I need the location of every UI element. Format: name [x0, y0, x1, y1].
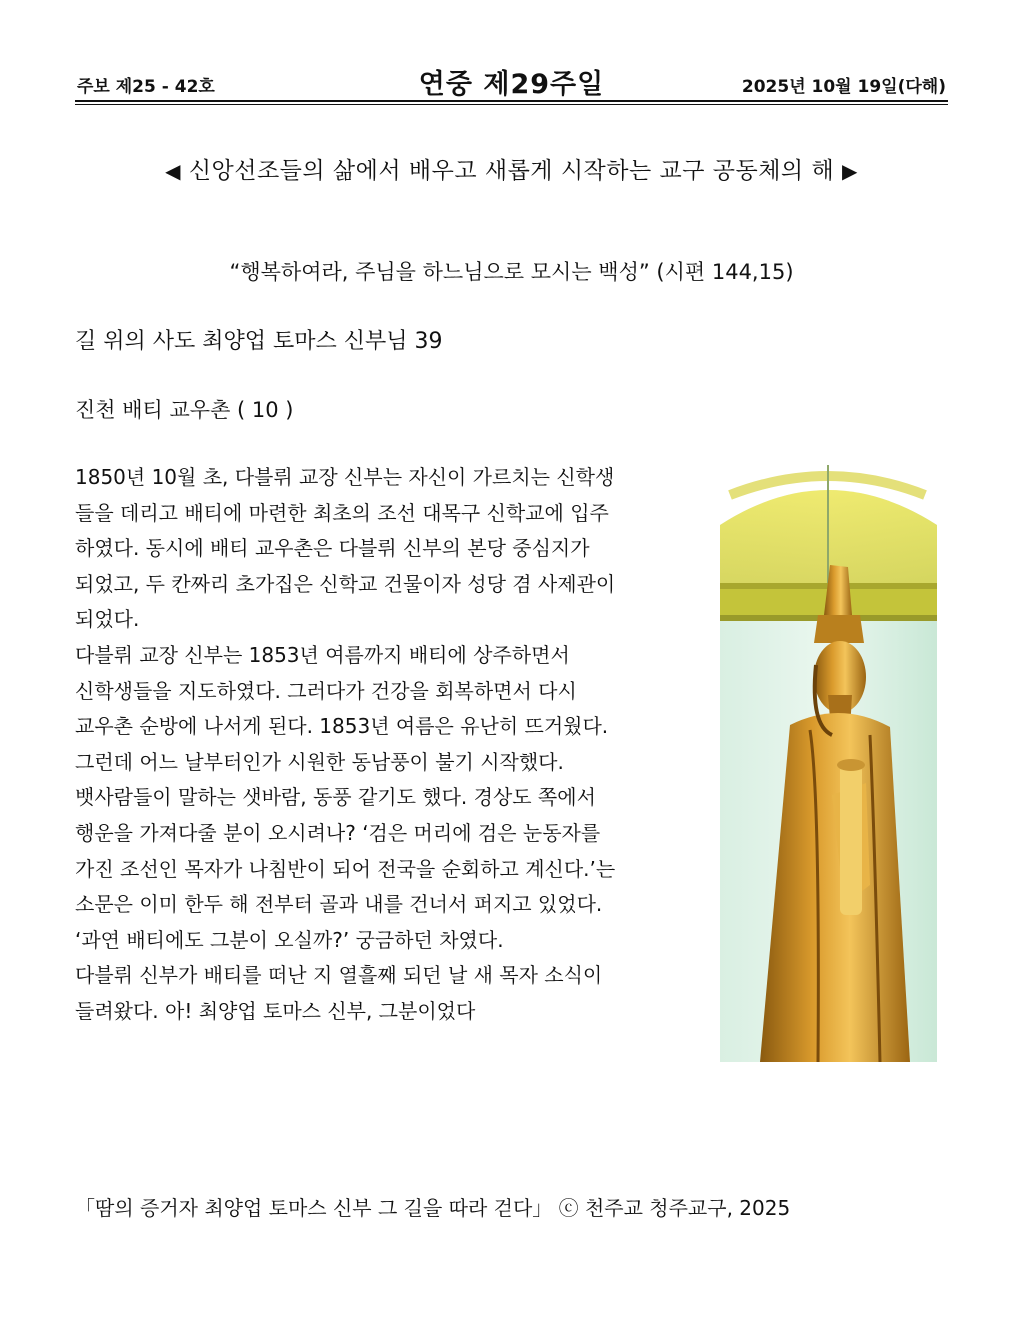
theme-text: 신앙선조들의 삶에서 배우고 새롭게 시작하는 교구 공동체의 해	[188, 158, 835, 184]
header-rule-thin	[75, 104, 948, 105]
article-title: 길 위의 사도 최양업 토마스 신부님 39	[75, 329, 443, 354]
issue-date: 2025년 10월 19일(다해)	[741, 77, 946, 97]
yearly-theme	[75, 152, 948, 185]
body-line: 되었다.	[75, 607, 140, 632]
body-line: 들려왔다. 아! 최양업 토마스 신부, 그분이었다	[75, 998, 476, 1023]
right-triangle-icon: ▶	[841, 159, 858, 183]
body-line: 가진 조선인 목자가 나침반이 되어 전국을 순회하고 계신다.’는	[75, 856, 616, 881]
scripture-verse: “행복하여라, 주님을 하느님으로 모시는 백성” (시편 144,15)	[229, 260, 794, 284]
body-line: 그런데 어느 날부터인가 시원한 동남풍이 불기 시작했다.	[75, 749, 564, 774]
page-title: 연중 제29주일	[418, 69, 605, 100]
body-line: 신학생들을 지도하였다. 그러다가 건강을 회복하면서 다시	[75, 678, 577, 703]
left-triangle-icon: ◀	[165, 159, 181, 183]
body-line: 다블뤼 신부가 배티를 떠난 지 열흘째 되던 날 새 목자 소식이	[75, 963, 603, 988]
body-line: 1850년 10월 초, 다블뤼 교장 신부는 자신이 가르치는 신학생	[75, 465, 615, 489]
body-line: 행운을 가져다줄 분이 오시려나? ‘검은 머리에 검은 눈동자를	[75, 820, 601, 845]
body-line: ‘과연 배티에도 그분이 오실까?’ 궁금하던 차였다.	[75, 927, 504, 952]
body-line: 하였다. 동시에 배티 교우촌은 다블뤼 신부의 본당 중심지가	[75, 536, 590, 561]
bulletin-header	[75, 62, 948, 100]
source-footer: 「땀의 증거자 최양업 토마스 신부 그 길을 따라 걷다」 ⓒ 천주교 청주교구, 2025	[75, 1196, 791, 1220]
header-rule-thick	[75, 100, 948, 102]
body-line: 다블뤼 교장 신부는 1853년 여름까지 배티에 상주하면서	[75, 642, 570, 667]
article-subtitle: 진천 배티 교우촌 ( 10 )	[75, 398, 294, 422]
body-line: 되었고, 두 칸짜리 초가집은 신학교 건물이자 성당 겸 사제관이	[75, 571, 616, 596]
statue-photo	[720, 465, 937, 1062]
issue-number: 주보 제25 - 42호	[77, 77, 215, 97]
body-line: 들을 데리고 배티에 마련한 최초의 조선 대목구 신학교에 입주	[75, 500, 609, 525]
article-body	[75, 460, 720, 1030]
body-line: 뱃사람들이 말하는 샛바람, 동풍 같기도 했다. 경상도 쪽에서	[75, 785, 596, 810]
body-line: 교우촌 순방에 나서게 된다. 1853년 여름은 유난히 뜨거웠다.	[75, 714, 609, 739]
body-line: 소문은 이미 한두 해 전부터 골과 내를 건너서 퍼지고 있었다.	[75, 892, 603, 917]
